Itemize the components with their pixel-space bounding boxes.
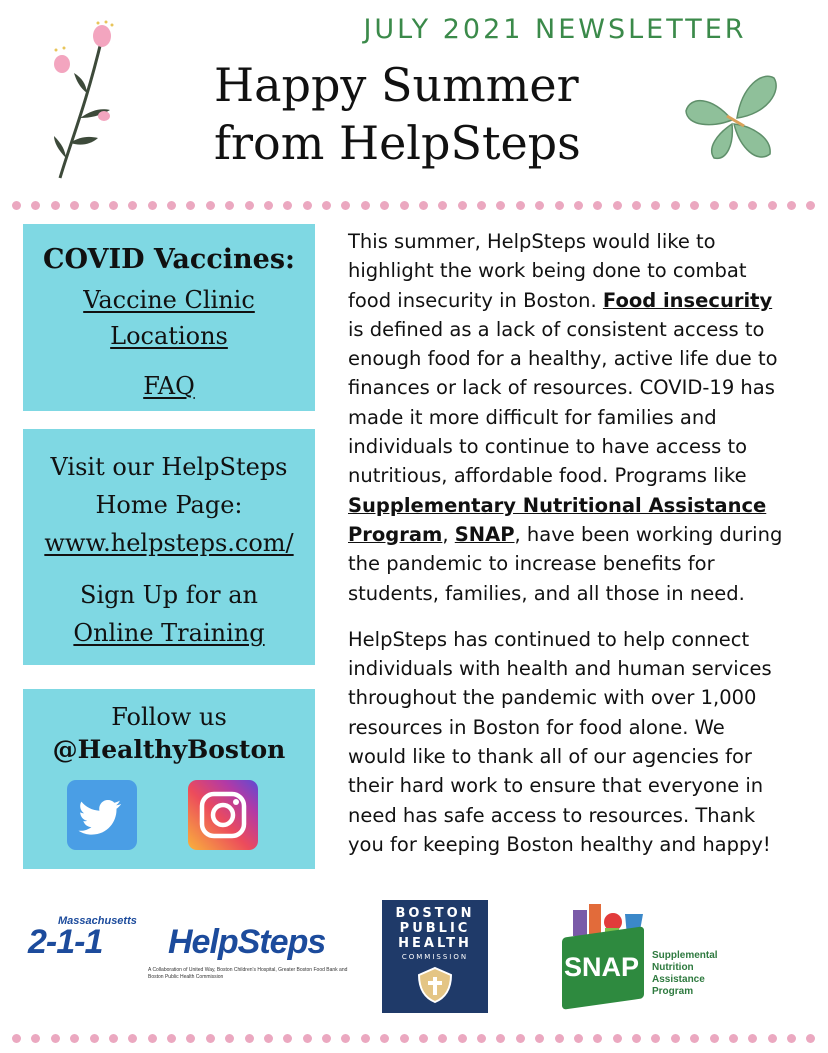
divider-dot <box>148 201 157 210</box>
snap-full-name-link[interactable]: Supplementary Nutritional Assistance Program <box>348 493 767 546</box>
homepage-url-link[interactable]: www.helpsteps.com/ <box>44 529 294 557</box>
divider-dot <box>690 1034 699 1043</box>
flower-branch-icon <box>40 18 130 183</box>
divider-dot <box>593 1034 602 1043</box>
divider-dot <box>477 201 486 210</box>
divider-dot <box>264 1034 273 1043</box>
divider-dot <box>361 201 370 210</box>
divider-dot <box>787 1034 796 1043</box>
online-training-link[interactable]: Online Training <box>73 619 265 647</box>
divider-dot <box>535 1034 544 1043</box>
divider-dot <box>341 201 350 210</box>
article-paragraph-1 <box>348 227 788 608</box>
divider-dot <box>632 1034 641 1043</box>
logo-state: Massachusetts <box>58 915 137 927</box>
divider-dot <box>380 201 389 210</box>
divider-dot <box>70 1034 79 1043</box>
divider-dot <box>651 1034 660 1043</box>
divider-dot <box>729 1034 738 1043</box>
p1-text-a: This summer, HelpSteps would like to highlight the work being done to combat food insecurity in Boston. <box>348 230 747 312</box>
divider-dot <box>361 1034 370 1043</box>
divider-dot <box>671 201 680 210</box>
divider-dot <box>400 1034 409 1043</box>
article-paragraph-2: HelpSteps has continued to help connect individuals with health and human services throughout the pandemic with over 1,000 resources in Boston for food alone. We would like to thank all of our agencies for their hard work to ensure that everyone in need has safe access to resources. Thank you for keeping Boston healthy and happy! <box>348 627 772 856</box>
divider-dot <box>303 1034 312 1043</box>
divider-dot <box>496 201 505 210</box>
snap-words <box>652 950 718 998</box>
snap-word-1: Supplemental <box>652 950 718 961</box>
divider-dot <box>90 1034 99 1043</box>
p1-text-c: , <box>442 522 455 546</box>
covid-vaccines-box <box>23 224 315 411</box>
divider-dot <box>341 1034 350 1043</box>
page-title <box>214 56 581 172</box>
snap-link[interactable]: SNAP <box>454 522 515 546</box>
dotted-divider-top <box>12 198 816 212</box>
bphc-line3: HEALTH <box>398 936 472 951</box>
divider-dot <box>51 201 60 210</box>
divider-dot <box>787 201 796 210</box>
divider-dot <box>671 1034 680 1043</box>
divider-dot <box>245 201 254 210</box>
newsletter-kicker: JULY 2021 NEWSLETTER <box>363 14 747 45</box>
p1-text-d: , have been working during the pandemic to increase benefits for students, families, and all those in need. <box>348 522 783 605</box>
snap-word-4: Program <box>652 986 694 997</box>
divider-dot <box>458 1034 467 1043</box>
divider-dot <box>400 201 409 210</box>
homepage-box <box>23 429 315 665</box>
bphc-shield-icon <box>415 965 455 1005</box>
divider-dot <box>574 201 583 210</box>
divider-dot <box>31 201 40 210</box>
social-handle: @HealthyBoston <box>52 735 286 764</box>
helpsteps-211-logo <box>28 915 358 985</box>
divider-dot <box>109 1034 118 1043</box>
divider-dot <box>148 1034 157 1043</box>
divider-dot <box>128 201 137 210</box>
bphc-line4: COMMISSION <box>401 953 469 961</box>
divider-dot <box>322 201 331 210</box>
divider-dot <box>496 1034 505 1043</box>
divider-dot <box>322 1034 331 1043</box>
divider-dot <box>535 201 544 210</box>
divider-dot <box>768 201 777 210</box>
article-body <box>348 227 788 859</box>
divider-dot <box>555 201 564 210</box>
bphc-logo <box>382 900 488 1013</box>
logo-tagline: A Collaboration of United Way, Boston Children's Hospital, Greater Boston Food Bank and Boston Public Health Commission <box>148 967 348 980</box>
logo-name: HelpSteps <box>168 923 326 961</box>
divider-dot <box>806 1034 815 1043</box>
divider-dot <box>768 1034 777 1043</box>
divider-dot <box>613 201 622 210</box>
divider-dot <box>12 201 21 210</box>
instagram-icon[interactable] <box>188 780 258 850</box>
dotted-divider-bottom <box>12 1031 816 1045</box>
divider-dot <box>283 1034 292 1043</box>
divider-dot <box>225 1034 234 1043</box>
divider-dot <box>710 201 719 210</box>
bphc-line1: BOSTON <box>395 906 475 921</box>
divider-dot <box>245 1034 254 1043</box>
divider-dot <box>419 201 428 210</box>
divider-dot <box>477 1034 486 1043</box>
divider-dot <box>31 1034 40 1043</box>
snap-name: SNAP <box>564 952 640 982</box>
snap-logo <box>560 900 740 1010</box>
covid-heading: COVID Vaccines: <box>42 244 295 275</box>
food-insecurity-link[interactable]: Food insecurity <box>602 288 773 312</box>
follow-line1: Follow us <box>111 703 227 731</box>
divider-dot <box>206 1034 215 1043</box>
divider-dot <box>167 1034 176 1043</box>
divider-dot <box>710 1034 719 1043</box>
divider-dot <box>748 201 757 210</box>
snap-word-3: Assistance <box>652 974 705 985</box>
divider-dot <box>632 201 641 210</box>
vaccine-clinic-link-line2[interactable]: Locations <box>110 322 228 350</box>
p1-text-b: is defined as a lack of consistent access to enough food for a healthy, active life due to finances or lack of resources. COVID-19 has made it more difficult for families and individuals to continue to have access to nutritious, affordable food. Programs like <box>348 317 778 488</box>
divider-dot <box>225 201 234 210</box>
divider-dot <box>186 1034 195 1043</box>
divider-dot <box>438 201 447 210</box>
visit-line2: Home Page: <box>95 491 243 519</box>
divider-dot <box>167 201 176 210</box>
divider-dot <box>109 201 118 210</box>
divider-dot <box>555 1034 564 1043</box>
divider-dot <box>206 201 215 210</box>
logo-number: 2-1-1 <box>28 923 103 961</box>
divider-dot <box>729 201 738 210</box>
visit-line1: Visit our HelpSteps <box>50 453 288 481</box>
bphc-line2: PUBLIC <box>399 921 471 936</box>
divider-dot <box>748 1034 757 1043</box>
divider-dot <box>593 201 602 210</box>
twitter-icon[interactable] <box>67 780 137 850</box>
divider-dot <box>264 201 273 210</box>
divider-dot <box>516 201 525 210</box>
divider-dot <box>12 1034 21 1043</box>
divider-dot <box>419 1034 428 1043</box>
divider-dot <box>70 201 79 210</box>
divider-dot <box>690 201 699 210</box>
divider-dot <box>651 201 660 210</box>
divider-dot <box>438 1034 447 1043</box>
faq-link[interactable]: FAQ <box>143 372 195 400</box>
divider-dot <box>516 1034 525 1043</box>
title-line-1: Happy Summer <box>214 58 579 112</box>
divider-dot <box>90 201 99 210</box>
divider-dot <box>128 1034 137 1043</box>
divider-dot <box>380 1034 389 1043</box>
divider-dot <box>303 201 312 210</box>
snap-word-2: Nutrition <box>652 962 694 973</box>
divider-dot <box>574 1034 583 1043</box>
divider-dot <box>51 1034 60 1043</box>
divider-dot <box>458 201 467 210</box>
vaccine-clinic-link-line1[interactable]: Vaccine Clinic <box>83 286 255 314</box>
title-line-2: from HelpSteps <box>214 116 581 170</box>
butterfly-icon <box>682 66 782 166</box>
divider-dot <box>186 201 195 210</box>
divider-dot <box>283 201 292 210</box>
divider-dot <box>806 201 815 210</box>
signup-line1: Sign Up for an <box>80 581 258 609</box>
divider-dot <box>613 1034 622 1043</box>
